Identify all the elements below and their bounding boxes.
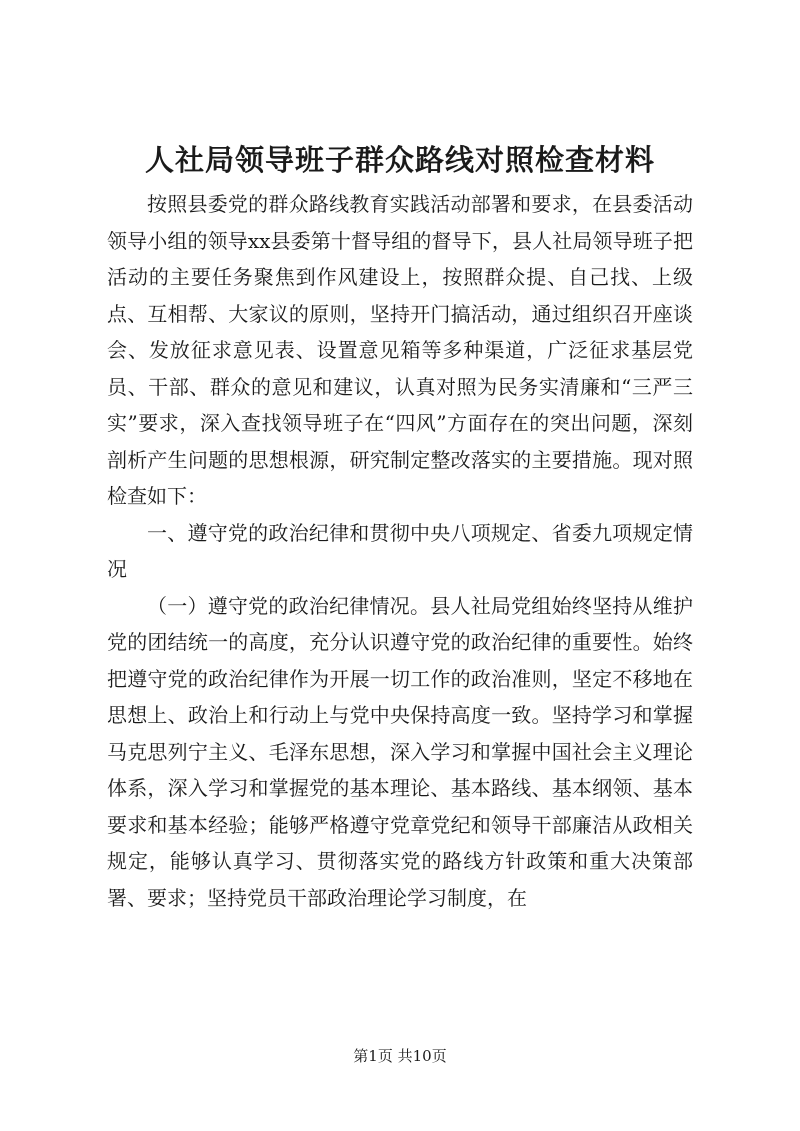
document-body	[107, 186, 693, 916]
paragraph-section-heading: 一、遵守党的政治纪律和贯彻中央八项规定、省委九项规定情况	[107, 520, 693, 581]
page-number: 第1页 共10页	[353, 1047, 447, 1065]
paragraph-political-discipline: （一）遵守党的政治纪律情况。县人社局党组始终坚持从维护党的团结统一的高度，充分认识遵守党的政治纪律的重要性。始终把遵守党的政治纪律作为开展一切工作的政治准则，坚定不移地在思想上、政治上和行动上与党中央保持高度一致。坚持学习和掌握马克思列宁主义、毛泽东思想，深入学习和掌握中国社会主义理论体系，深入学习和掌握党的基本理论、基本路线、基本纲领、基本要求和基本经验；能够严格遵守党章党纪和领导干部廉洁从政相关规定，能够认真学习、贯彻落实党的路线方针政策和重大决策部署、要求；坚持党员干部政治理论学习制度，在	[107, 593, 693, 910]
document-title: 人社局领导班子群众路线对照检查材料	[144, 143, 655, 177]
paragraph-intro: 按照县委党的群众路线教育实践活动部署和要求，在县委活动领导小组的领导xx县委第十督导组的督导下，县人社局领导班子把活动的主要任务聚焦到作风建设上，按照群众提、自己找、上级点、互相帮、大家议的原则，坚持开门搞活动，通过组织召开座谈会、发放征求意见表、设置意见箱等多种渠道，广泛征求基层党员、干部、群众的意见和建议，认真对照为民务实清廉和“三严三实”要求，深入查找领导班子在“四风”方面存在的突出问题，深刻剖析产生问题的思想根源，研究制定整改落实的主要措施。现对照检查如下：	[107, 192, 693, 508]
